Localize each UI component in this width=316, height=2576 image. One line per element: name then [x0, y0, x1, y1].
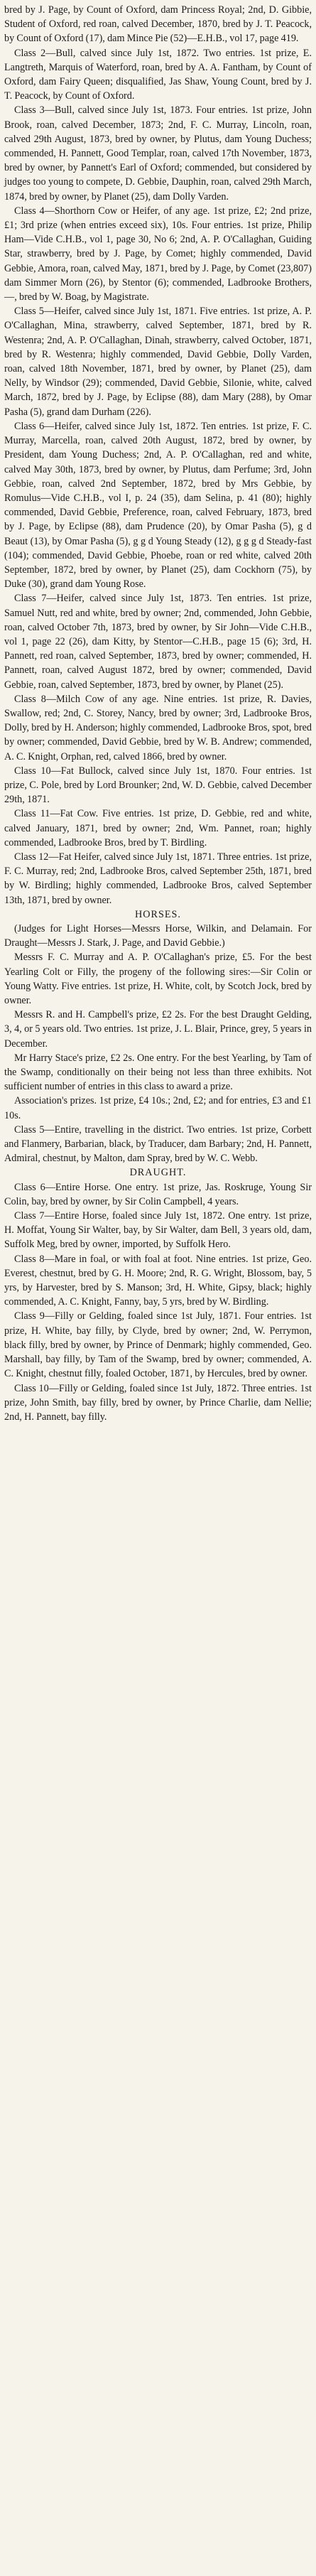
paragraph-class-12-fat-heifer: Class 12—Fat Heifer, calved since July 1st, 1871. Three entries. 1st prize, F. C. Murray, red; 2nd, Ladbrooke Bros, calved September 25th, 1871, bred by W. Birdling; highly commended, Ladbrooke Bros, calved September 13th, 1871, bred by owner. — [4, 851, 312, 906]
paragraph-class-2-bull: Class 2—Bull, calved since July 1st, 1872. Two entries. 1st prize, E. Langtreth, Marquis of Waterford, roan, bred by A. A. Fantham, by Count of Oxford, dam Fairy Queen; disqualified, Jas Shaw, Young Count, bred by J. T. Peacock, by Count of Oxford. — [4, 47, 312, 102]
paragraph-stace-prize: Mr Harry Stace's prize, £2 2s. One entry. For the best Yearling, by Tam of the Swamp, conditionally on their being not less than three exhibits. Not sufficient number of entries in this class to award a prize. — [4, 1052, 312, 1093]
paragraph-class-5-heifer: Class 5—Heifer, calved since July 1st, 1871. Five entries. 1st prize, A. P. O'Callaghan, Mina, strawberry, calved September, 1871, bred by R. Westenra; 2nd, A. P. O'Callaghan, Dinah, strawberry, calved October, 1871, bred by R. Westenra; highly commended, David Gebbie, Dolly Varden, roan, calved 18th November, 1871, bred by owner, by Planet (25), dam Nelly, by Windsor (29); commended, David Gebbie, Silonie, white, calved March, 1872, bred by J. Page, by Eclipse (88), dam Mary (288), by Omar Pasha (5), grand dam Durham (226). — [4, 306, 312, 418]
paragraph-class-11-fat-cow: Class 11—Fat Cow. Five entries. 1st prize, D. Gebbie, red and white, calved January, 1871, bred by owner; 2nd, Wm. Pannet, roan; highly commended, Ladbrooke Bros, bred by T. Birdling. — [4, 808, 312, 848]
paragraph-class-10-filly: Class 10—Filly or Gelding, foaled since 1st July, 1872. Three entries. 1st prize, John Smith, bay filly, bred by owner, by Prince Charlie, dam Nellie; 2nd, H. Pannett, bay filly. — [4, 1382, 312, 1423]
paragraph-class-10-fat-bullock: Class 10—Fat Bullock, calved since July 1st, 1870. Four entries. 1st prize, C. Pole, bred by Lord Brounker; 2nd, W. D. Gebbie, calved December 29th, 1871. — [4, 765, 312, 806]
paragraph-class-9-filly: Class 9—Filly or Gelding, foaled since 1st July, 1871. Four entries. 1st prize, H. White, bay filly, by Clyde, bred by owner; 2nd, W. Perrymon, black filly, bred by owner, by Prince of Denmark; highly commended, Geo. Marshall, bay filly, by Tam of the Swamp, bred by owner; commended, A. C. Knight, chestnut filly, foaled October, 1871, by Hercules, bred by owner. — [4, 1310, 312, 1380]
paragraph-class-6-heifer: Class 6—Heifer, calved since July 1st, 1872. Ten entries. 1st prize, F. C. Murray, Marcella, roan, calved 20th August, 1872, bred by owner, by President, dam Young Duchess; 2nd, A. P. O'Callaghan, red and white, calved May 30th, 1873, bred by owner, by Plutus, dam Perfume; 3rd, John Gebbie, roan, calved 2nd September, 1872, bred by Mrs Gebbie, by Romulus—Vide C.H.B., vol I, p. 24 (35), dam Selina, p. 41 (80); highly commended, David Gebbie, Preference, roan, calved February, 1873, bred by J. Page, by Eclipse (88), dam Prudence (20), by Omar Pasha (5), g d Beaut (13), by Omar Pasha (5), g g d Young Steady (12), g g g d Steady-fast (104); commended, David Gebbie, Phoebe, roan or red white, calved 20th September, 1872, bred by owner, by Planet (25), dam Cockhorn (75), by Duke (30), grand dam Young Rose. — [4, 420, 312, 591]
paragraph-continuation: bred by J. Page, by Count of Oxford, dam Princess Royal; 2nd, D. Gibbie, Student of Oxford, red roan, calved December, 1870, bred by J. T. Peacock, by Count of Oxford (17), dam Mince Pie (52)—E.H.B., vol 17, page 419. — [4, 4, 312, 45]
paragraph-class-8-milch-cow: Class 8—Milch Cow of any age. Nine entries. 1st prize, R. Davies, Swallow, red; 2nd, C. Storey, Nancy, bred by owner; 3rd, Ladbrooke Bros, Dolly, bred by H. Anderson; highly commended, Ladbrooke Bros, spot, bred by owner; commended, David Gebbie, bred by W. B. Andrew; commended, A. C. Knight, Orphan, red, calved 1866, bred by owner. — [4, 693, 312, 762]
paragraph-class-7-heifer: Class 7—Heifer, calved since July 1st, 1873. Ten entries. 1st prize, Samuel Nutt, red and white, bred by owner; 2nd, commended, John Gebbie, roan, calved October 7th, 1873, bred by owner, by Sir John—Vide C.H.B., vol 1, page 22 (26), dam Kitty, by Stentor—C.H.B., page 15 (6); 3rd, H. Pannett, red roan, calved September, 1873, bred by owner; commended, H. Pannett, roan, calved August 1872, bred by owner; commended, David Gebbie, roan, calved September, 1873, bred by owner, by Planet (25). — [4, 593, 312, 691]
section-heading-horses: HORSES. — [135, 908, 181, 920]
paragraph-class-3-bull: Class 3—Bull, calved since July 1st, 1873. Four entries. 1st prize, John Brook, roan, calved December, 1873; 2nd, F. C. Murray, Lincoln, roan, calved 29th August, 1873, bred by owner, by Plutus, dam Young Duchess; commended, H. Pannett, Good Templar, roan, calved 17th November, 1873, bred by owner, by Pannett's Earl of Oxford; commended, but considered by judges too young to compete, D. Gebbie, Dauphin, roan, calved 29th March, 1874, bred by owner, by Planet (25), dam Dolly Varden. — [4, 104, 312, 203]
paragraph-association-prizes: Association's prizes. 1st prize, £4 10s.; 2nd, £2; and for entries, £3 and £1 10s. — [4, 1095, 312, 1121]
paragraph-horse-judges: (Judges for Light Horses—Messrs Horse, Wilkin, and Delamain. For Draught—Messrs J. Stark, J. Page, and David Gebbie.) — [4, 923, 312, 949]
paragraph-class-5-entire: Class 5—Entire, travelling in the district. Two entries. 1st prize, Corbett and Flanmery, Barbarian, black, by Traducer, dam Barbary; 2nd, H. Pannett, Admiral, chestnut, by Malton, dam Spray, bred by W. C. Webb. — [4, 1123, 312, 1165]
paragraph-campbell-prize: Messrs R. and H. Campbell's prize, £2 2s. For the best Draught Gelding, 3, 4, or 5 years old. Two entries. 1st prize, J. L. Blair, Prince, grey, 5 years in December. — [4, 1009, 312, 1050]
paragraph-class-6-entire-horse: Class 6—Entire Horse. One entry. 1st prize, Jas. Roskruge, Young Sir Colin, bay, bred by owner, by Sir Colin Campbell, 4 years. — [4, 1181, 312, 1207]
section-heading-draught: DRAUGHT. — [129, 1167, 187, 1179]
paragraph-class-8-mare: Class 8—Mare in foal, or with foal at foot. Nine entries. 1st prize, Geo. Everest, chestnut, bred by G. H. Moore; 2nd, R. G. Wright, Blossom, bay, 5 yrs, by Harvester, bred by S. Manson; 3rd, H. White, Gipsy, black; highly commended, A. C. Knight, Fanny, bay, 5 yrs, bred by W. Birdling. — [4, 1253, 312, 1308]
paragraph-murray-prize: Messrs F. C. Murray and A. P. O'Callaghan's prize, £5. For the best Yearling Colt or Filly, the progeny of the following sires:—Sir Colin or Young Watty. Five entries. 1st prize, H. White, colt, by Scotch Jock, bred by owner. — [4, 952, 312, 1007]
paragraph-class-7-entire-horse: Class 7—Entire Horse, foaled since July 1st, 1872. One entry. 1st prize, H. Moffat, Young Sir Walter, bay, by Sir Walter, dam Bell, 3 years old, dam, Suffolk Meg, bred by owner, imported, by Suffolk Hero. — [4, 1210, 312, 1251]
paragraph-class-4-cow: Class 4—Shorthorn Cow or Heifer, of any age. 1st prize, £2; 2nd prize, £1; 3rd prize (when entries exceed six), 10s. Four entries. 1st prize, Philip Ham—Vide C.H.B., vol 1, page 30, No 6; 2nd, A. P. O'Callaghan, Guiding Star, strawberry, bred by J. Page, by Comet; highly commended, David Gebbie, Amora, roan, calved May, 1871, bred by J. Page, by Comet (23,807) dam Simmer Morn (26), by Stentor (6); commended, Ladbrooke Brothers, —, bred by W. Boag, by Magistrate. — [4, 205, 312, 303]
